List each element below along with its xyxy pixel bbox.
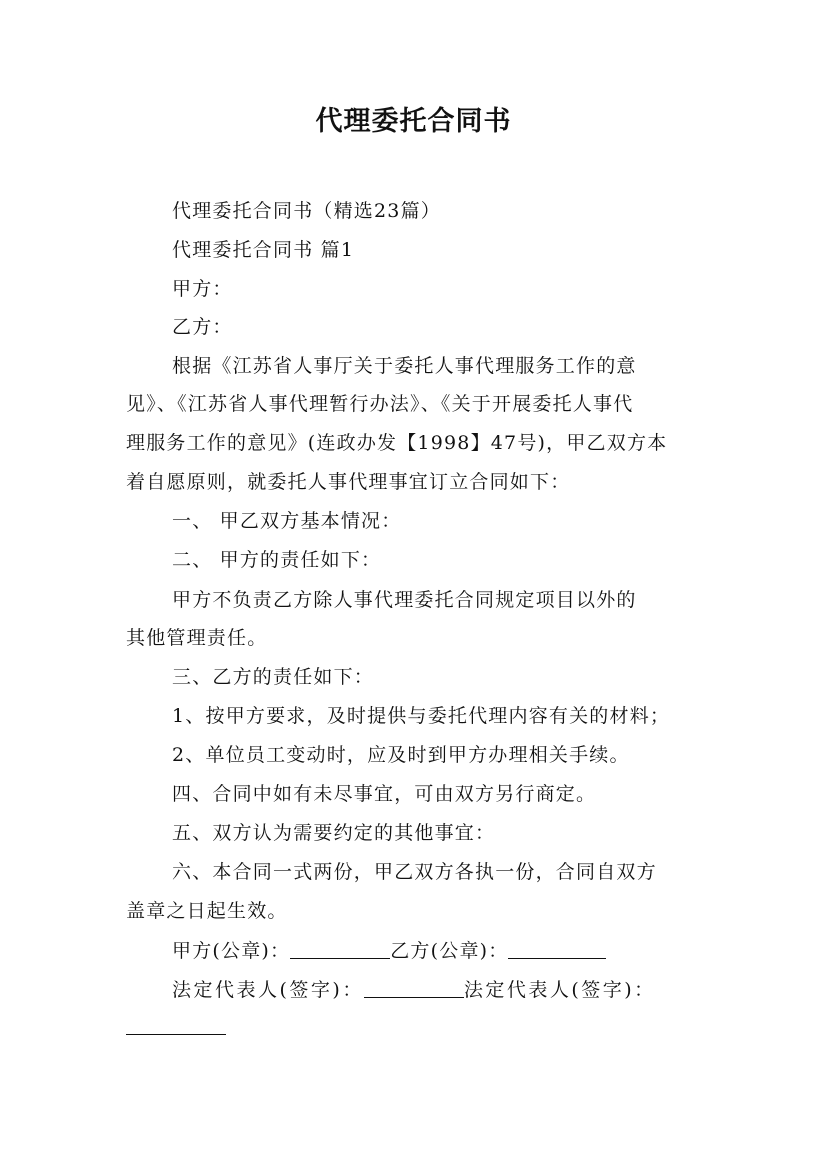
rep-b-label: 法定代表人(签字)：: [463, 979, 656, 1001]
party-a-seal-label: 甲方(公章)：: [172, 940, 291, 962]
preamble-line-1: 根据《江苏省人事厅关于委托人事代理服务工作的意: [172, 355, 637, 377]
preamble-line-4: 着自愿原则，就委托人事代理事宜订立合同如下：: [126, 471, 571, 493]
seal-line: [172, 939, 717, 963]
representative-line: [172, 978, 717, 1002]
clause-2: 二、 甲方的责任如下：: [172, 549, 382, 571]
clause-5: 五、双方认为需要约定的其他事宜：: [172, 822, 496, 844]
party-a-seal-blank: [290, 940, 390, 959]
clause-1: 一、 甲乙双方基本情况：: [172, 510, 402, 532]
clause-2-body-line-2: 其他管理责任。: [126, 627, 268, 649]
party-b-label: 乙方：: [172, 316, 233, 338]
document-title: 代理委托合同书: [315, 106, 512, 137]
clause-3-item-1: 1、按甲方要求，及时提供与委托代理内容有关的材料；: [172, 705, 671, 727]
clause-4: 四、合同中如有未尽事宜，可由双方另行商定。: [172, 783, 597, 805]
document-subtitle: 代理委托合同书（精选23篇）: [172, 200, 441, 222]
section-heading: 代理委托合同书 篇1: [172, 239, 355, 261]
party-b-seal-blank: [508, 940, 606, 959]
party-a-label: 甲方：: [172, 278, 233, 300]
clause-2-body-line-1: 甲方不负责乙方除人事代理委托合同规定项目以外的: [172, 589, 637, 611]
clause-6-line-2: 盖章之日起生效。: [126, 900, 288, 922]
rep-a-blank: [364, 979, 464, 998]
rep-a-label: 法定代表人(签字)：: [172, 979, 364, 1001]
clause-3: 三、乙方的责任如下：: [172, 666, 375, 688]
clause-3-item-2: 2、单位员工变动时，应及时到甲方办理相关手续。: [172, 744, 630, 766]
preamble-line-2: 见》、《江苏省人事代理暂行办法》、《关于开展委托人事代: [126, 393, 634, 415]
party-b-seal-label: 乙方(公章)：: [390, 940, 509, 962]
preamble-line-3: 理服务工作的意见》(连政办发【1998】47号)，甲乙双方本: [126, 432, 668, 454]
rep-b-blank: [126, 1034, 226, 1035]
clause-6-line-1: 六、本合同一式两份，甲乙双方各执一份，合同自双方: [172, 861, 657, 883]
